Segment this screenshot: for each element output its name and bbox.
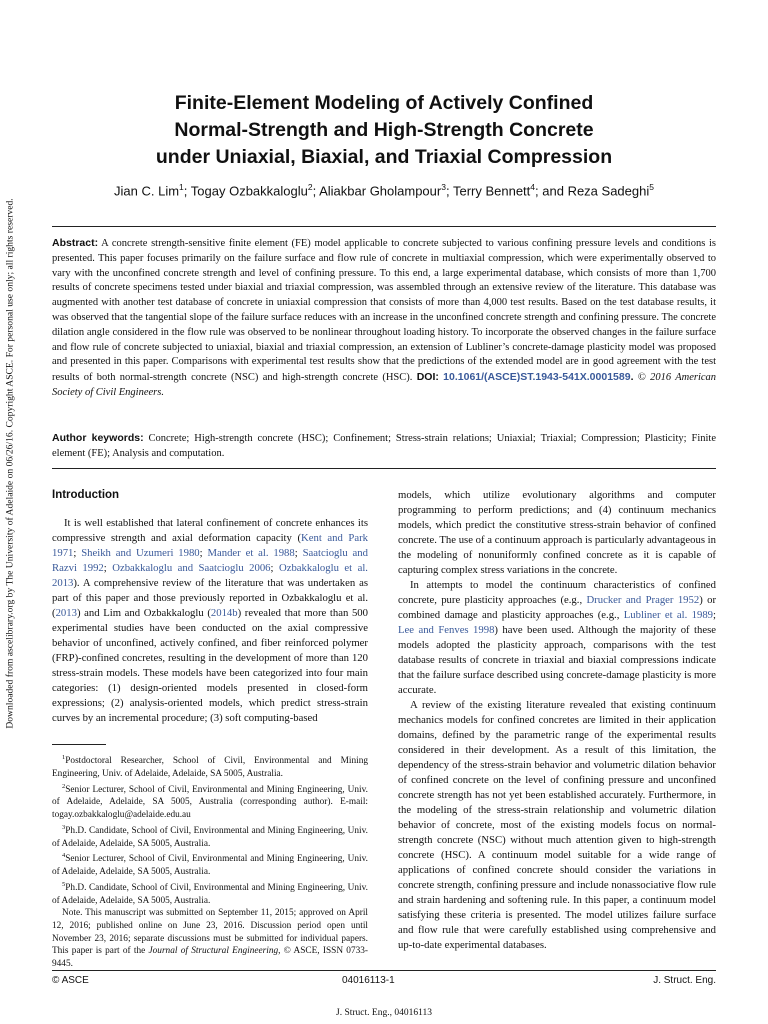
section-heading: Introduction <box>52 489 120 501</box>
title-line: Finite-Element Modeling of Actively Confined <box>174 92 594 114</box>
author-name: Terry Bennett <box>452 183 531 199</box>
citation-link[interactable]: Saatcioglu and Razvi 1992 <box>52 547 368 574</box>
title-line: under Uniaxial, Biaxial, and Triaxial Compression <box>155 146 613 168</box>
citation-link[interactable]: 2014b <box>210 607 238 619</box>
author-affiliation-mark: 3 <box>441 182 446 192</box>
footer-divider <box>52 970 716 971</box>
right-column-body <box>398 488 716 953</box>
footnote: $^4$Senior Lecturer, School of Civil, Environmental and Mining Engineering, Univ. of Adelaide, Adelaide, SA 5005, Australia. <box>52 852 368 877</box>
publisher-mark: © ASCE <box>52 975 89 986</box>
abstract: Abstract: A concrete strength-sensitive finite element (FE) model applicable to concrete subjected to various confining pressure levels and conditions is presented. This paper focuses primarily on the failure surface and flow rule of concrete in multiaxial compression, which were experimentally observed to vary with the unconfined concrete strength and level of confining pressure. To this end, a large experimental database, which consists of more than 1,700 results of concrete specimens tested under biaxial and triaxial compression, was assembled through an extensive review of the literature. This database was augmented with another test database of concrete in uniaxial compression that consists of more than 4,000 test results. Based on the test database results, it was observed that the tangential slope of the failure surface reduces with an increase in the unconfined concrete strength and confining pressure. The concrete dilation angle considered in the flow rule was observed to be nonlinear throughout loading history. To incorporate the observed changes in the failure surface and flow rule of concrete subjected to uniaxial, biaxial and triaxial compression, an extension of Lubliner’s concrete-damage plasticity model was proposed and presented in this paper. Comparisons with experimental test results show that the predictions of the extended model are in good agreement with the test results of both normal-strength concrete (NSC) and high-strength concrete (HSC). DOI: 10.1061/(ASCE)ST.1943-541X.0001589. © 2016 American Society of Civil Engineers. <box>52 237 717 398</box>
paragraph: models, which utilize evolutionary algorithms and computer programming to perform predictions; and (4) continuum mechanics models, which predict the constitutive stress-strain behavior of confined concrete. The use of a continuum approach is particularly advantageous in the modeling of nonuniformly confined concrete as it is capable of capturing complex stress variations in the concrete. <box>398 489 716 576</box>
paragraph: It is well established that lateral confinement of concrete enhances its compressive strength and axial deformation capacity (Kent and Park 1971; Sheikh and Uzumeri 1980; Mander et al. 1988; Saatcioglu and Razvi 1992; Ozbakkaloglu and Saatcioglu 2006; Ozbakkaloglu et al. 2013). A comprehensive review of the literature that was undertaken as part of this paper and those previously reported in Ozbakkaloglu et al. (2013) and Lim and Ozbakkaloglu (2014b) revealed that more than 500 experimental studies have been conducted on the axial compressive behavior of unconfined, actively confined, and fiber reinforced polymer (FRP)-confined concretes, resulting in the development of more than 120 stress-strain models. These models have been categorized into four main categories: (1) design-oriented models presented in closed-form expressions; (2) analysis-oriented models, which predict stress-strain curves by an incremental procedure; (3) soft computing-based <box>52 517 368 724</box>
keywords-label: Author keywords: <box>52 432 144 444</box>
footnote: $^5$Ph.D. Candidate, School of Civil, Environmental and Mining Engineering, Univ. of Adelaide, Adelaide, SA 5005, Australia. <box>52 880 368 906</box>
citation-link[interactable]: Mander et al. 1988 <box>207 547 295 559</box>
abstract-text: A concrete strength-sensitive finite element (FE) model applicable to concrete subjected to various confining pressure levels and conditions is presented. This paper focuses primarily on the failure surface and flow rule of concrete in multiaxial compression, which were experimentally observed to vary with the unconfined concrete strength and level of confining pressure. To this end, a large experimental database, which consists of more than 1,700 results of concrete specimens tested under biaxial and triaxial compression, was assembled through an extensive review of the literature. This database was augmented with another test database of concrete in uniaxial compression that consists of more than 4,000 test results. Based on the test database results, it was observed that the tangential slope of the failure surface reduces with an increase in the unconfined concrete strength and confining pressure. The concrete dilation angle considered in the flow rule was observed to be nonlinear throughout loading history. To incorporate the observed changes in the failure surface and flow rule of concrete subjected to uniaxial, biaxial and triaxial compression, an extension of Lubliner’s concrete-damage plasticity model was proposed and presented in this paper. Comparisons with experimental test results show that the predictions of the extended model are in good agreement with the test results of both normal-strength concrete (NSC) and high-strength concrete (HSC). <box>52 238 716 384</box>
author-separator: ; <box>183 183 191 199</box>
citation-link[interactable]: Sheikh and Uzumeri 1980 <box>81 547 200 559</box>
citation-link[interactable]: Drucker and Prager 1952 <box>586 594 700 606</box>
author-name: Jian C. Lim <box>114 183 180 199</box>
author-separator: ; <box>312 183 320 199</box>
footnote-divider <box>52 744 106 745</box>
author-affiliation-mark: 2 <box>307 182 313 192</box>
author-name: Togay Ozbakkaloglu <box>190 183 308 199</box>
author-keywords <box>52 431 716 462</box>
doi-label: DOI: <box>416 371 439 384</box>
journal-name: Journal of Structural Engineering <box>148 946 279 957</box>
title-line: Normal-Strength and High-Strength Concrete <box>174 119 594 141</box>
author-affiliation-mark: 5 <box>649 182 654 192</box>
download-notice: Downloaded from ascelibrary.org by The University of Adelaide on 06/26/16. Copyright ASCE. For personal use only; all rights reserved. <box>4 198 16 729</box>
footnote: $^1$Postdoctoral Researcher, School of Civil, Environmental and Mining Engineering, Univ. of Adelaide, Adelaide, SA 5005, Australia. <box>52 754 368 779</box>
citation-reference: J. Struct. Eng., 04016113 <box>336 1008 432 1018</box>
footnote: $^2$Senior Lecturer, School of Civil, Environmental and Mining Engineering, Univ. of Adelaide, Adelaide, SA 5005, Australia (corresponding author). E-mail: togay.ozbakkaloglu@adelaide.edu.au <box>52 782 368 820</box>
citation-link[interactable]: Kent and Park 1971 <box>52 532 368 559</box>
author-affiliation-mark: 1 <box>179 182 184 192</box>
author-name: Reza Sadeghi <box>567 183 650 199</box>
abstract-divider <box>52 468 716 469</box>
author-name: Aliakbar Gholampour <box>319 183 442 199</box>
manuscript-note: Note. This manuscript was submitted on September 11, 2015; approved on April 12, 2016; published online on June 23, 2016. Discussion period open until November 23, 2016; separate discussions must be submitted for individual papers. This paper is part of the Journal of Structural Engineering, © ASCE, ISSN 0733-9445. <box>52 908 368 970</box>
footnote: $^3$Ph.D. Candidate, School of Civil, Environmental and Mining Engineering, Univ. of Adelaide, Adelaide, SA 5005, Australia. <box>52 823 368 849</box>
doi-link[interactable]: 10.1061/(ASCE)ST.1943-541X.0001589 <box>443 371 631 384</box>
keywords-text: Concrete; High-strength concrete (HSC); Confinement; Stress-strain relations; Uniaxial; Triaxial; Compression; Plasticity; Finite element (FE); Analysis and computation. <box>52 433 716 459</box>
paragraph: In attempts to model the continuum characteristics of confined concrete, pure plasticity approaches (e.g., Drucker and Prager 1952) or combined damage and plasticity approaches (e.g., Lubliner et al. 1989; Lee and Fenves 1998) have been used. Although the majority of these models adopted the plasticity approach, comparisons with the test database results of concrete in triaxial and biaxial compressions indicate that the failure surface described using concrete-damage plasticity is more accurate. <box>398 579 717 696</box>
author-list <box>52 182 716 198</box>
footnotes <box>52 752 368 971</box>
header-divider <box>52 226 716 227</box>
citation-link[interactable]: Ozbakkaloglu and Saatcioglu 2006 <box>112 562 271 574</box>
journal-abbrev: J. Struct. Eng. <box>653 975 716 986</box>
citation-link[interactable]: 2013 <box>55 607 77 619</box>
citation-link[interactable]: Lee and Fenves 1998 <box>398 624 495 636</box>
citation-link[interactable]: Ozbakkaloglu et al. 2013 <box>52 562 368 589</box>
author-separator: ; and <box>535 183 568 199</box>
abstract-label: Abstract: <box>52 237 99 249</box>
author-separator: ; <box>445 183 453 199</box>
paper-title <box>52 90 716 171</box>
author-affiliation-mark: 4 <box>530 182 536 192</box>
left-column-body <box>52 516 368 726</box>
page-number: 04016113-1 <box>342 975 395 986</box>
citation-link[interactable]: Lubliner et al. 1989 <box>623 609 714 621</box>
paragraph: A review of the existing literature revealed that existing continuum mechanics models for confined concretes are limited in their application domains, defined by the parametric range of the experimental results considered in their development. As a result of this limitation, the dependency of the stress-strain behavior and volumetric dilation behavior of confined concrete on the level of confining pressure and unconfined concrete strength has not yet been established accurately. Furthermore, in the modeling of the stress-strain relationship and volumetric dilation behavior of concrete, most of the existing models focus on normal-strength concrete (NSC) without much attention given to high-strength concrete (HSC). A continuum model suitable for a wide range of applications of confined concrete should consider the variations in concrete strength, confining pressure and include nonassociative flow rule and strain hardening and softening rule. In this paper, a continuum model satisfying these criteria is presented. The model utilizes failure surface and flow rule that were carefully established using comprehensive and up-to-date experimental databases. <box>398 699 716 951</box>
copyright-notice: © 2016 American Society of Civil Engineers. <box>52 372 717 398</box>
